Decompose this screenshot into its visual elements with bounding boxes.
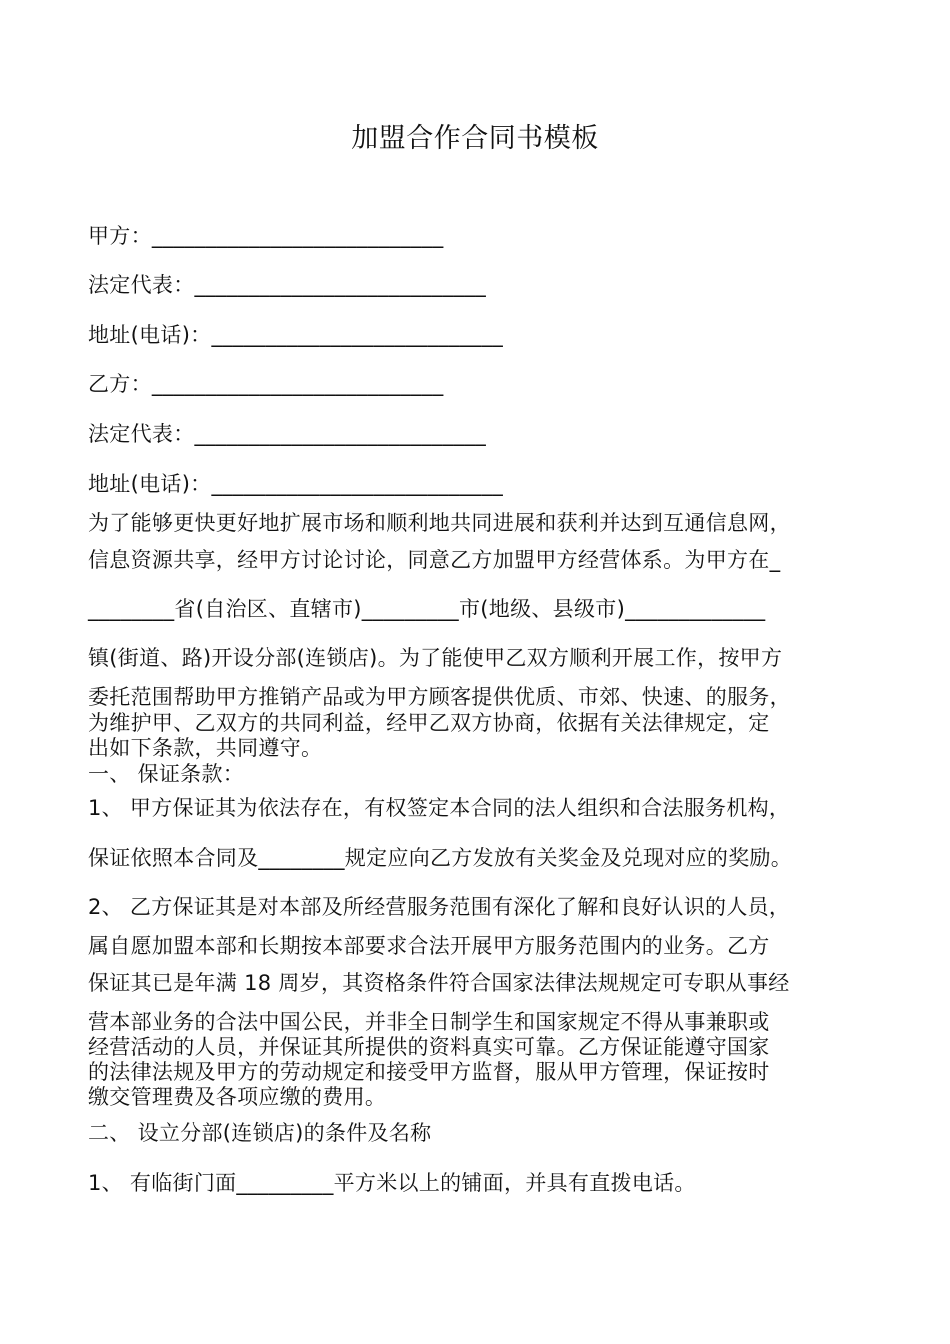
clause-line: 经营活动的人员，并保证其所提供的资料真实可靠。乙方保证能遵守国家 [88, 1035, 770, 1059]
intro-paragraph-line: 镇(街道、路)开设分部(连锁店)。为了能使甲乙双方顺利开展工作，按甲方 [88, 646, 783, 670]
party-a-address-line: 地址(电话)：___________________________ [88, 323, 504, 347]
clause-line: 2、 乙方保证其是对本部及所经营服务范围有深化了解和良好认识的人员， [88, 895, 791, 919]
party-a-representative-line: 法定代表：___________________________ [88, 273, 487, 297]
intro-paragraph-line: 委托范围帮助甲方推销产品或为甲方顾客提供优质、市郊、快速、的服务， [88, 685, 791, 709]
party-b-representative-line: 法定代表：___________________________ [88, 422, 487, 446]
intro-paragraph-line: 出如下条款，共同遵守。 [88, 736, 323, 760]
document-title: 加盟合作合同书模板 [351, 123, 599, 154]
clause-line: 1、 有临街门面_________平方米以上的铺面，并具有直拨电话。 [88, 1171, 696, 1195]
clause-line: 缴交管理费及各项应缴的费用。 [88, 1085, 387, 1109]
intro-paragraph-line: 为了能够更快更好地扩展市场和顺利地共同进展和获利并达到互通信息网， [88, 511, 791, 535]
clause-line: 保证其已是年满 18 周岁，其资格条件符合国家法律法规规定可专职从事经 [88, 971, 790, 995]
party-b-address-line: 地址(电话)：___________________________ [88, 472, 504, 496]
clause-line: 的法律法规及甲方的劳动规定和接受甲方监督，服从甲方管理，保证按时 [88, 1060, 770, 1084]
clause-line: 1、 甲方保证其为依法存在，有权签定本合同的法人组织和合法服务机构， [88, 796, 791, 820]
intro-paragraph-line: 信息资源共享，经甲方讨论讨论，同意乙方加盟甲方经营体系。为甲方在_ [88, 548, 781, 572]
intro-paragraph-line: 为维护甲、乙双方的共同利益，经甲乙双方协商，依据有关法律规定，定 [88, 711, 770, 735]
clause-line: 营本部业务的合法中国公民，并非全日制学生和国家规定不得从事兼职或 [88, 1010, 770, 1034]
intro-paragraph-line: ________省(自治区、直辖市)_________市(地级、县级市)_____________ [88, 597, 766, 621]
party-a-line: 甲方：___________________________ [88, 224, 444, 248]
clause-line: 保证依照本合同及________规定应向乙方发放有关奖金及兑现对应的奖励。 [88, 846, 793, 870]
section-heading-branch-conditions: 二、 设立分部(连锁店)的条件及名称 [88, 1121, 432, 1145]
party-b-line: 乙方：___________________________ [88, 372, 444, 396]
clause-line: 属自愿加盟本部和长期按本部要求合法开展甲方服务范围内的业务。乙方 [88, 934, 770, 958]
section-heading-guarantee: 一、 保证条款： [88, 762, 245, 786]
